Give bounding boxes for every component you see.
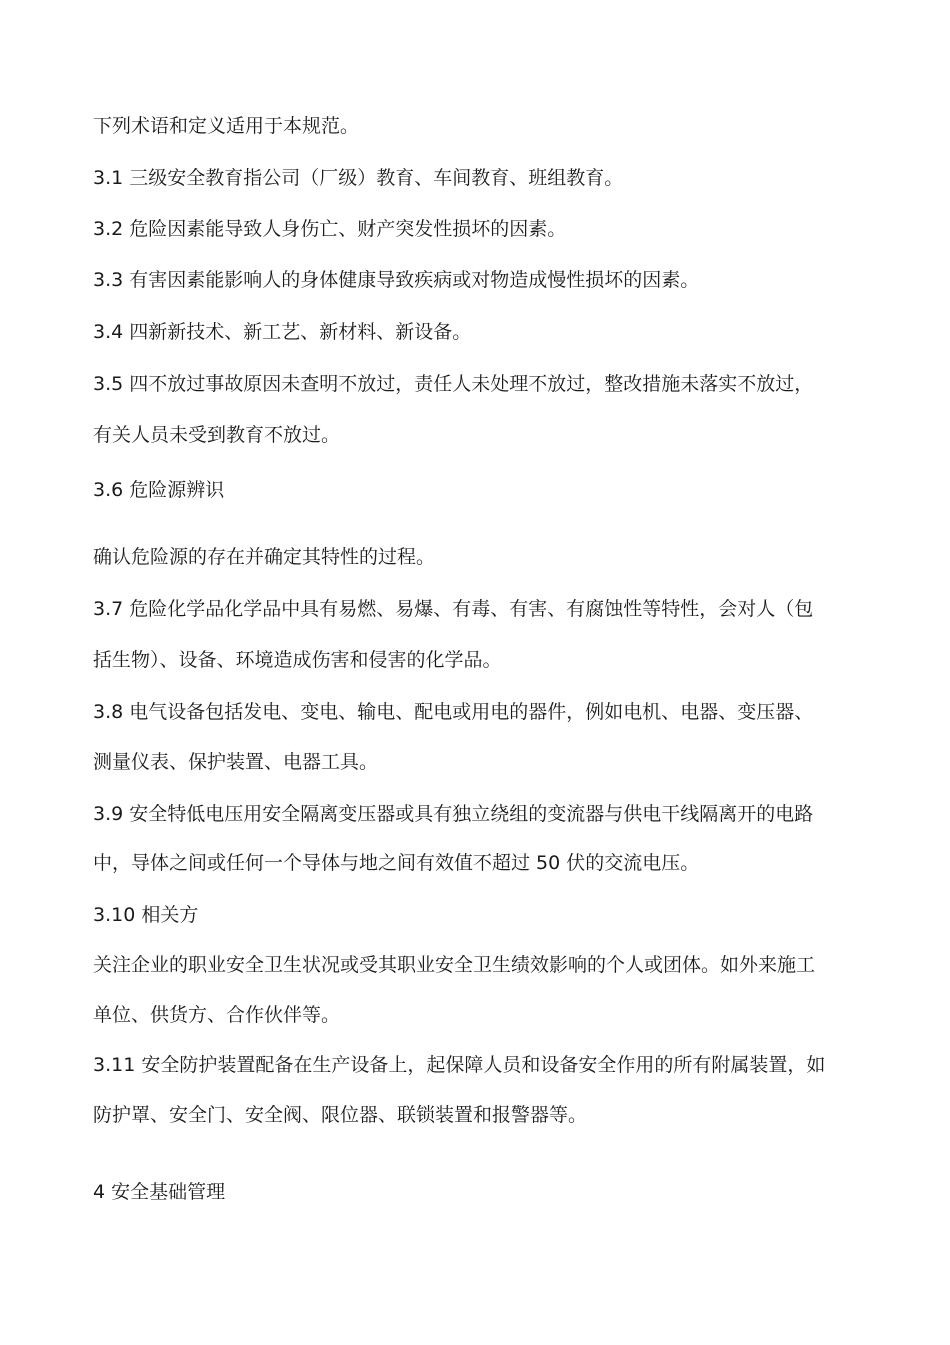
- definition-3-9-line-2: 中，导体之间或任何一个导体与地之间有效值不超过 50 伏的交流电压。: [93, 852, 700, 874]
- definition-3-6-text: 确认危险源的存在并确定其特性的过程。: [93, 546, 436, 568]
- definition-3-5-line-2: 有关人员未受到教育不放过。: [93, 424, 341, 446]
- definition-3-10-line-2: 单位、供货方、合作伙伴等。: [93, 1004, 341, 1026]
- definition-3-10-heading: 3.10 相关方: [93, 904, 199, 926]
- definition-3-2: 3.2 危险因素能导致人身伤亡、财产突发性损坏的因素。: [93, 218, 567, 240]
- definition-3-1: 3.1 三级安全教育指公司（厂级）教育、车间教育、班组教育。: [93, 167, 624, 189]
- definition-3-5-line-1: 3.5 四不放过事故原因未查明不放过，责任人未处理不放过，整改措施未落实不放过，: [93, 373, 814, 395]
- definition-3-3: 3.3 有害因素能影响人的身体健康导致疾病或对物造成慢性损坏的因素。: [93, 269, 700, 291]
- definition-3-6-heading: 3.6 危险源辨识: [93, 479, 225, 501]
- definition-3-11-line-1: 3.11 安全防护装置配备在生产设备上，起保障人员和设备安全作用的所有附属装置，如: [93, 1054, 826, 1076]
- definition-3-9-line-1: 3.9 安全特低电压用安全隔离变压器或具有独立绕组的变流器与供电干线隔离开的电路: [93, 803, 814, 825]
- definition-3-4: 3.4 四新新技术、新工艺、新材料、新设备。: [93, 321, 472, 343]
- definition-3-10-line-1: 关注企业的职业安全卫生状况或受其职业安全卫生绩效影响的个人或团体。如外来施工: [93, 954, 816, 976]
- definition-3-7-line-2: 括生物）、设备、环境造成伤害和侵害的化学品。: [93, 649, 502, 671]
- definition-3-8-line-2: 测量仪表、保护装置、电器工具。: [93, 751, 379, 773]
- section-4-heading: 4 安全基础管理: [93, 1181, 226, 1203]
- intro-text: 下列术语和定义适用于本规范。: [93, 115, 360, 137]
- definition-3-8-line-1: 3.8 电气设备包括发电、变电、输电、配电或用电的器件，例如电机、电器、变压器、: [93, 701, 814, 723]
- definition-3-11-line-2: 防护罩、安全门、安全阀、限位器、联锁装置和报警器等。: [93, 1104, 588, 1126]
- definition-3-7-line-1: 3.7 危险化学品化学品中具有易燃、易爆、有毒、有害、有腐蚀性等特性，会对人（包: [93, 598, 814, 620]
